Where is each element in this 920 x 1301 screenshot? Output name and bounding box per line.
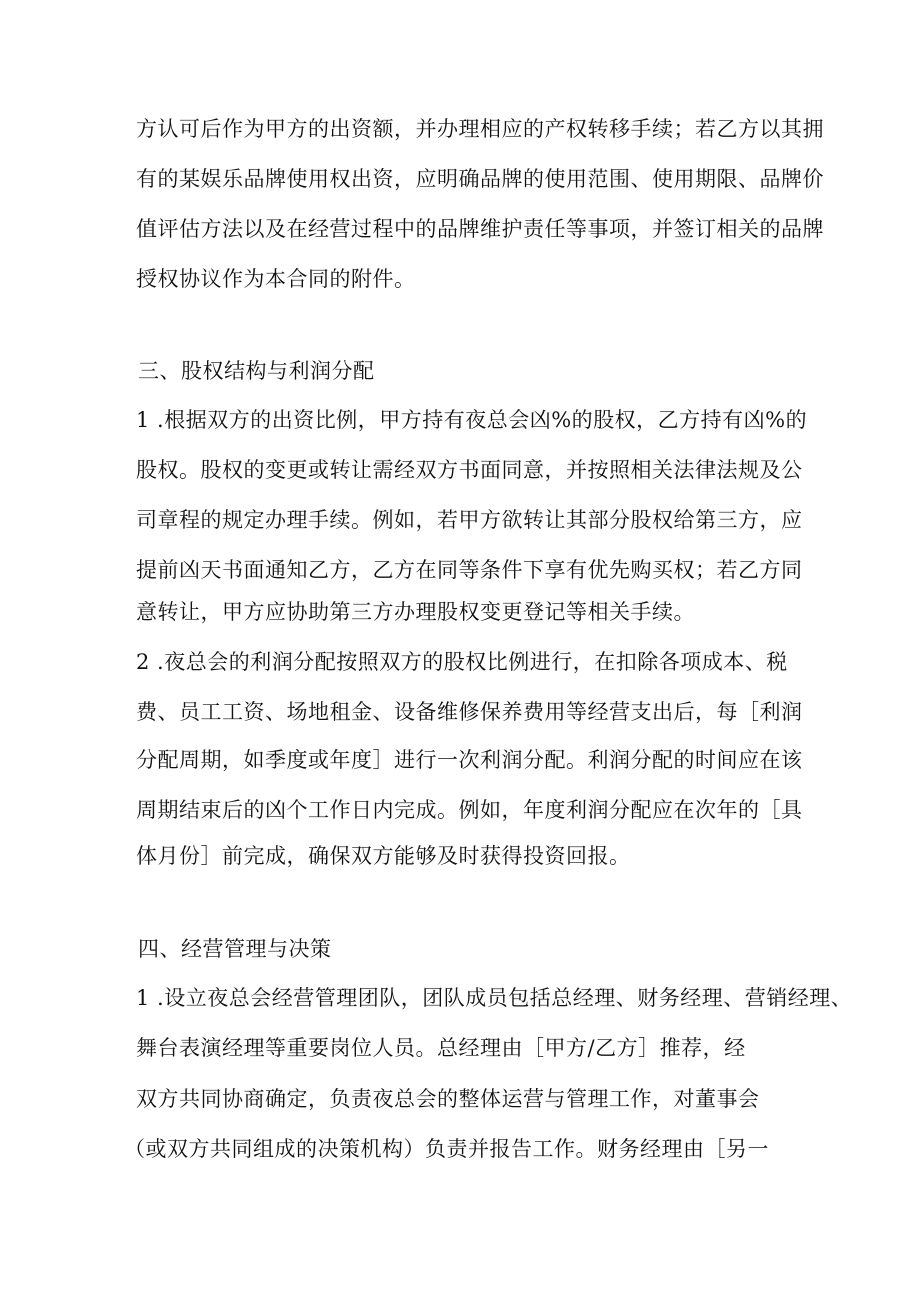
paragraph-line: 1 .设立夜总会经营管理团队，团队成员包括总经理、财务经理、营销经理、 xyxy=(136,986,853,1010)
paragraph-line: 周期结束后的凶个工作日内完成。例如，年度利润分配应在次年的［具 xyxy=(136,798,803,822)
paragraph-line: 2 .夜总会的利润分配按照双方的股权比例进行，在扣除各项成本、税 xyxy=(136,650,788,674)
section-heading: 四、经营管理与决策 xyxy=(138,937,332,961)
paragraph-line: 股权。股权的变更或转让需经双方书面同意，并按照相关法律法规及公 xyxy=(136,458,803,482)
paragraph-line: 舞台表演经理等重要岗位人员。总经理由［甲方/乙方］推荐，经 xyxy=(136,1036,746,1060)
paragraph-line: 司章程的规定办理手续。例如，若甲方欲转让其部分股权给第三方，应 xyxy=(136,508,803,532)
paragraph-line: 方认可后作为甲方的出资额，并办理相应的产权转移手续；若乙方以其拥 xyxy=(136,117,824,141)
paragraph-line: 意转让，甲方应协助第三方办理股权变更登记等相关手续。 xyxy=(136,600,695,624)
paragraph-line: 双方共同协商确定，负责夜总会的整体运营与管理工作，对董事会 xyxy=(136,1087,760,1111)
paragraph-line: 体月份］前完成，确保双方能够及时获得投资回报。 xyxy=(136,844,631,868)
paragraph-line: 授权协议作为本合同的附件。 xyxy=(136,267,416,291)
paragraph-line: 值评估方法以及在经营过程中的品牌维护责任等事项，并签订相关的品牌 xyxy=(136,217,824,241)
paragraph-line: 分配周期，如季度或年度］进行一次利润分配。利润分配的时间应在该 xyxy=(136,748,803,772)
paragraph-line: 1 .根据双方的出资比例，甲方持有夜总会凶%的股权，乙方持有凶%的 xyxy=(136,408,808,432)
section-heading: 三、股权结构与利润分配 xyxy=(138,359,375,383)
paragraph-line: 提前凶天书面通知乙方，乙方在同等条件下享有优先购买权；若乙方同 xyxy=(136,558,803,582)
paragraph-line: （或双方共同组成的决策机构）负责并报告工作。财务经理由［另一 xyxy=(124,1137,769,1161)
paragraph-line: 费、员工工资、场地租金、设备维修保养费用等经营支出后，每［利润 xyxy=(136,700,803,724)
paragraph-line: 有的某娱乐品牌使用权出资，应明确品牌的使用范围、使用期限、品牌价 xyxy=(136,167,824,191)
